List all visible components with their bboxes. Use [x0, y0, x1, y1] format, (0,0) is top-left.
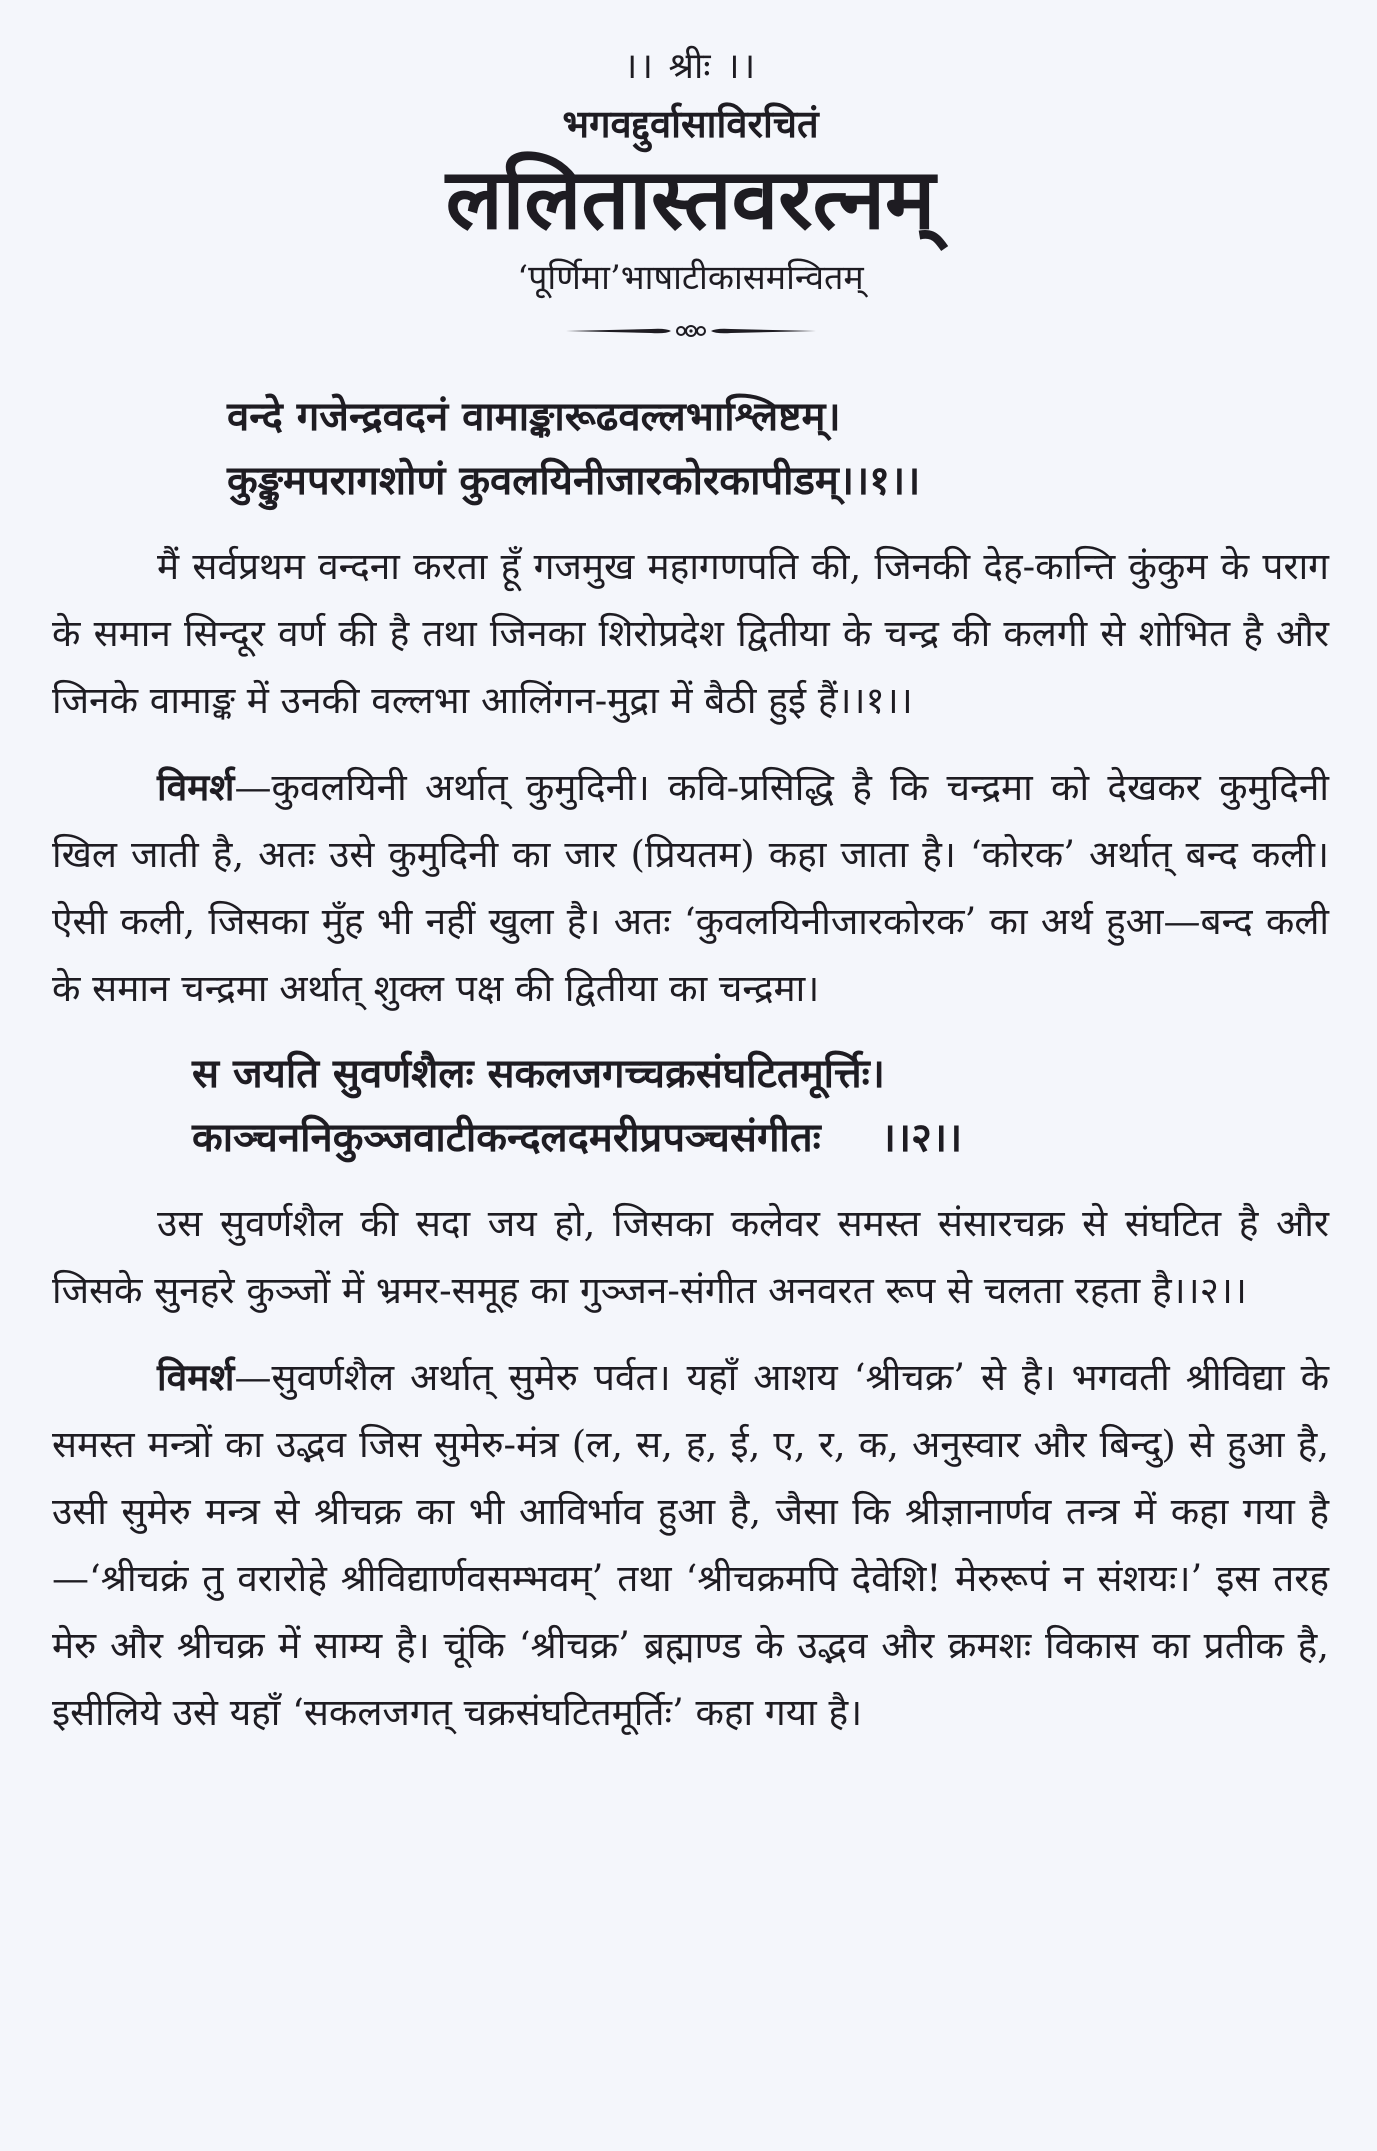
commentary-1 — [52, 754, 1329, 1022]
verse-2-line-2 — [52, 1106, 1329, 1170]
author-line: भगवद्दुर्वासाविरचितं — [562, 101, 819, 146]
verse-1-line-2: कुङ्कुमपरागशोणं कुवलयिनीजारकोरकापीडम्।।१।। — [227, 457, 921, 505]
invocation: ।। श्रीः ।। — [623, 46, 758, 87]
page-title: ललितास्तवरत्नम् — [445, 149, 936, 248]
translation-2: उस सुवर्णशैल की सदा जय हो, जिसका कलेवर समस्त संसारचक्र से संघटित है और जिसके सुनहरे कुञ्जों में भ्रमर-समूह का गुञ्जन-संगीत अनवरत रूप से चलता रहता है।।२।। — [52, 1202, 1329, 1313]
translation-1: मैं सर्वप्रथम वन्दना करता हूँ गजमुख महागणपति की, जिनकी देह-कान्ति कुंकुम के पराग के समान सिन्दूर वर्ण की है तथा जिनका शिरोप्रदेश द्वितीया के चन्द्र की कलगी से शोभित है और जिनके वामाङ्क में उनकी वल्लभा आलिंगन-मुद्रा में बैठी हुई हैं।।१।। — [52, 545, 1329, 723]
verse-2 — [52, 1042, 1329, 1170]
subtitle: ‘पूर्णिमा’भाषाटीकासमन्वितम् — [517, 258, 864, 299]
verse-2-line-1: स जयति सुवर्णशैलः सकलजगच्चक्रसंघटितमूर्त्तिः। — [192, 1050, 885, 1098]
commentary-label: विमर्श — [157, 765, 235, 810]
verse-1-line-1: वन्दे गजेन्द्रवदनं वामाङ्कारूढवल्लभाश्लिष्टम्। — [227, 393, 841, 441]
ornament-divider-icon — [566, 317, 816, 345]
verse-number: ।।२।। — [880, 1114, 963, 1162]
verse-2-line-2-text: काञ्चननिकुञ्जवाटीकन्दलदमरीप्रपञ्चसंगीतः — [192, 1114, 821, 1162]
commentary-2-text: —सुवर्णशैल अर्थात् सुमेरु पर्वत। यहाँ आशय ‘श्रीचक्र’ से है। भगवती श्रीविद्या के समस्त मन्त्रों का उद्भव जिस सुमेरु-मंत्र (ल, स, ह, ई, ए, र, क, अनुस्वार और बिन्दु) से हुआ है, उसी सुमेरु मन्त्र से श्रीचक्र का भी आविर्भाव हुआ है, जैसा कि श्रीज्ञानार्णव तन्त्र में कहा गया है—‘श्रीचक्रं तु वरारोहे श्रीविद्यार्णवसम्भवम्’ तथा ‘श्रीचक्रमपि देवेशि! मेरुरूपं न संशयः।’ इस तरह मेरु और श्रीचक्र में साम्य है। चूंकि ‘श्रीचक्र’ ब्रह्माण्ड के उद्भव और क्रमशः विकास का प्रतीक है, इसीलिये उसे यहाँ ‘सकलजगत् चक्रसंघटितमूर्तिः’ कहा गया है। — [52, 1356, 1329, 1735]
commentary-label: विमर्श — [157, 1355, 235, 1400]
verse-1 — [52, 385, 1329, 513]
commentary-1-text: —कुवलयिनी अर्थात् कुमुदिनी। कवि-प्रसिद्धि है कि चन्द्रमा को देखकर कुमुदिनी खिल जाती है, अतः उसे कुमुदिनी का जार (प्रियतम) कहा जाता है। ‘कोरक’ अर्थात् बन्द कली। ऐसी कली, जिसका मुँह भी नहीं खुला है। अतः ‘कुवलयिनीजारकोरक’ का अर्थ हुआ—बन्द कली के समान चन्द्रमा अर्थात् शुक्ल पक्ष की द्वितीया का चन्द्रमा। — [52, 766, 1329, 1011]
commentary-2 — [52, 1344, 1329, 1746]
